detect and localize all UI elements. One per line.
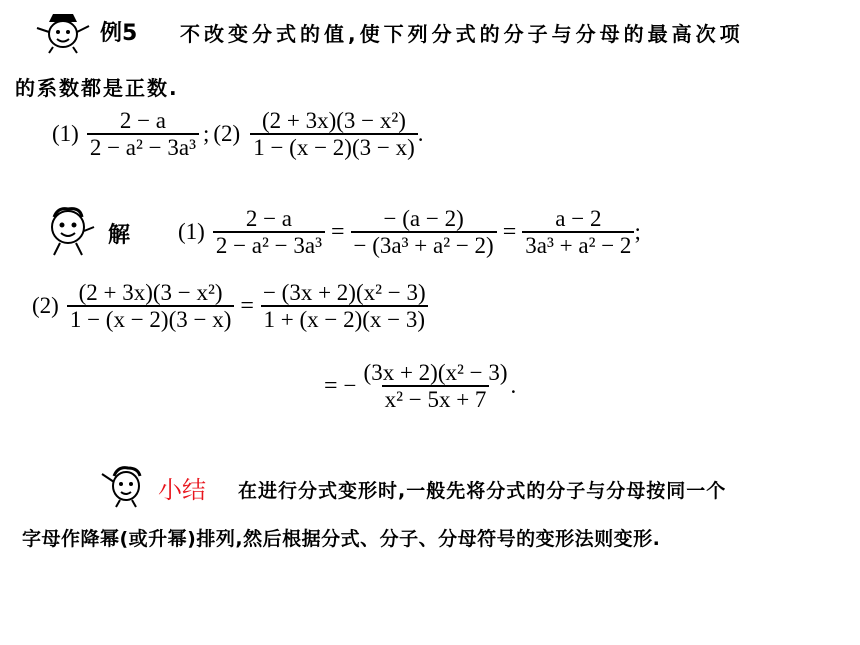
problem-1-fraction bbox=[87, 108, 199, 161]
period: . bbox=[510, 373, 517, 399]
problem-2-fraction bbox=[250, 108, 418, 161]
solution-2-fraction-b bbox=[260, 280, 429, 333]
fraction-denominator: x² − 5x + 7 bbox=[382, 385, 490, 412]
solution-1-fraction-b bbox=[351, 206, 497, 259]
fraction-denominator: 2 − a² − 3a³ bbox=[87, 133, 199, 160]
fraction-denominator: 3a³ + a² − 2 bbox=[522, 231, 634, 258]
fraction-denominator: 1 − (x − 2)(3 − x) bbox=[67, 305, 235, 332]
fraction-numerator: 2 − a bbox=[245, 206, 292, 231]
fraction-numerator: − (3x + 2)(x² − 3) bbox=[262, 280, 426, 305]
fraction-denominator: 2 − a² − 3a³ bbox=[213, 231, 325, 258]
example-text-line2: 的系数都是正数. bbox=[15, 76, 179, 100]
solution-2-fraction-c bbox=[361, 360, 511, 413]
example-label: 例5 bbox=[100, 21, 138, 46]
period: . bbox=[417, 121, 424, 147]
fraction-denominator: 1 − (x − 2)(3 − x) bbox=[250, 133, 418, 160]
fraction-denominator: − (3a³ + a² − 2) bbox=[351, 231, 497, 258]
fraction-numerator: (3x + 2)(x² − 3) bbox=[363, 360, 508, 385]
equals-sign: = bbox=[502, 218, 517, 245]
fraction-numerator: 2 − a bbox=[119, 108, 166, 133]
example-mascot-icon bbox=[33, 8, 91, 54]
summary-mascot-icon bbox=[98, 462, 152, 508]
solution-label: 解 bbox=[108, 223, 131, 248]
problem-2-tag: (2) bbox=[213, 121, 241, 147]
problem-1-tag: (1) bbox=[52, 121, 79, 147]
solution-2-fraction-a bbox=[67, 280, 235, 333]
semicolon: ; bbox=[634, 219, 641, 245]
solution-2-tag: (2) bbox=[32, 293, 59, 319]
fraction-denominator: 1 + (x − 2)(x − 3) bbox=[261, 305, 429, 332]
summary-text-line1: 在进行分式变形时,一般先将分式的分子与分母按同一个 bbox=[238, 480, 727, 502]
fraction-numerator: (2 + 3x)(3 − x²) bbox=[261, 108, 406, 133]
fraction-numerator: (2 + 3x)(3 − x²) bbox=[78, 280, 223, 305]
example-text-line1: 不改变分式的值,使下列分式的分子与分母的最高次项 bbox=[180, 22, 744, 46]
equals-sign: = bbox=[240, 292, 254, 319]
summary-text-line2: 字母作降幂(或升幂)排列,然后根据分式、分子、分母符号的变形法则变形. bbox=[22, 528, 661, 550]
summary-label: 小结 bbox=[158, 476, 206, 504]
problem-expressions bbox=[52, 108, 424, 161]
solution-1-fraction-c bbox=[522, 206, 634, 259]
solution-1-fraction-a bbox=[213, 206, 325, 259]
fraction-numerator: − (a − 2) bbox=[383, 206, 464, 231]
minus-sign: − bbox=[343, 373, 357, 399]
fraction-numerator: a − 2 bbox=[555, 206, 602, 231]
equals-sign: = bbox=[330, 218, 345, 245]
solution-mascot-icon bbox=[40, 205, 96, 257]
separator: ; bbox=[202, 121, 210, 147]
solution-line-3 bbox=[318, 360, 516, 413]
solution-line-1 bbox=[178, 206, 641, 259]
solution-1-tag: (1) bbox=[178, 219, 205, 245]
solution-line-2 bbox=[32, 280, 429, 333]
equals-sign: = bbox=[324, 372, 338, 399]
